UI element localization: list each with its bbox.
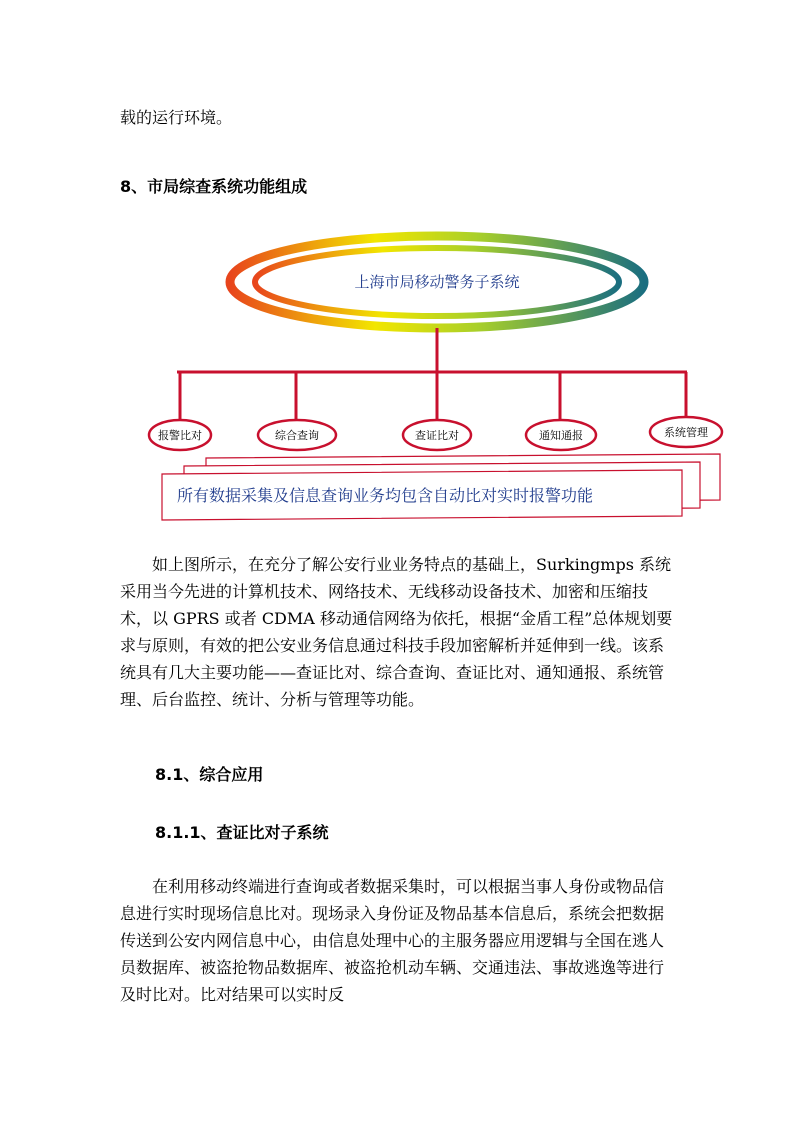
node-label: 综合查询	[275, 429, 319, 442]
node-notification	[526, 420, 596, 450]
system-structure-diagram	[0, 0, 793, 540]
node-label: 查证比对	[415, 429, 459, 442]
section-8-1-heading: 8.1、综合应用	[155, 765, 264, 784]
node-label: 通知通报	[539, 429, 583, 442]
node-label: 系统管理	[664, 426, 708, 439]
node-integrated-query	[258, 420, 336, 450]
continuation-text: 载的运行环境。	[120, 108, 233, 127]
connector-lines	[177, 328, 687, 420]
node-system-management	[650, 417, 722, 447]
section-8-1-1-heading: 8.1.1、查证比对子系统	[155, 823, 329, 842]
diagram-title: 上海市局移动警务子系统	[354, 273, 520, 291]
node-alarm-compare	[149, 420, 211, 450]
node-verify-compare	[403, 420, 471, 450]
node-label: 报警比对	[158, 429, 202, 442]
paragraph-verify-subsystem: 在利用移动终端进行查询或者数据采集时，可以根据当事人身份或物品信息进行实时现场信息比对。现场录入身份证及物品基本信息后，系统会把数据传送到公安内网信息中心，由信息处理中心的主服务器应用逻辑与全国在逃人员数据库、被盗抢物品数据库、被盗抢机动车辆、交通违法、事故逃逸等进行及时比对。比对结果可以实时反	[120, 877, 665, 1004]
section-8-heading: 8、市局综查系统功能组成	[120, 177, 308, 196]
paragraph-overview: 如上图所示，在充分了解公安行业业务特点的基础上，Surkingmps 系统采用当今先进的计算机技术、网络技术、无线移动设备技术、加密和压缩技术，以 GPRS 或者 CDMA 移动通信网络为依托，根据“金盾工程”总体规划要求与原则，有效的把公安业务信息通过科技手段加密解析并延伸到一线。该系统具有几大主要功能——查证比对、综合查询、查证比对、通知通报、系统管理、后台监控、统计、分析与管理等功能。	[120, 555, 673, 709]
banner-text: 所有数据采集及信息查询业务均包含自动比对实时报警功能	[177, 486, 594, 505]
